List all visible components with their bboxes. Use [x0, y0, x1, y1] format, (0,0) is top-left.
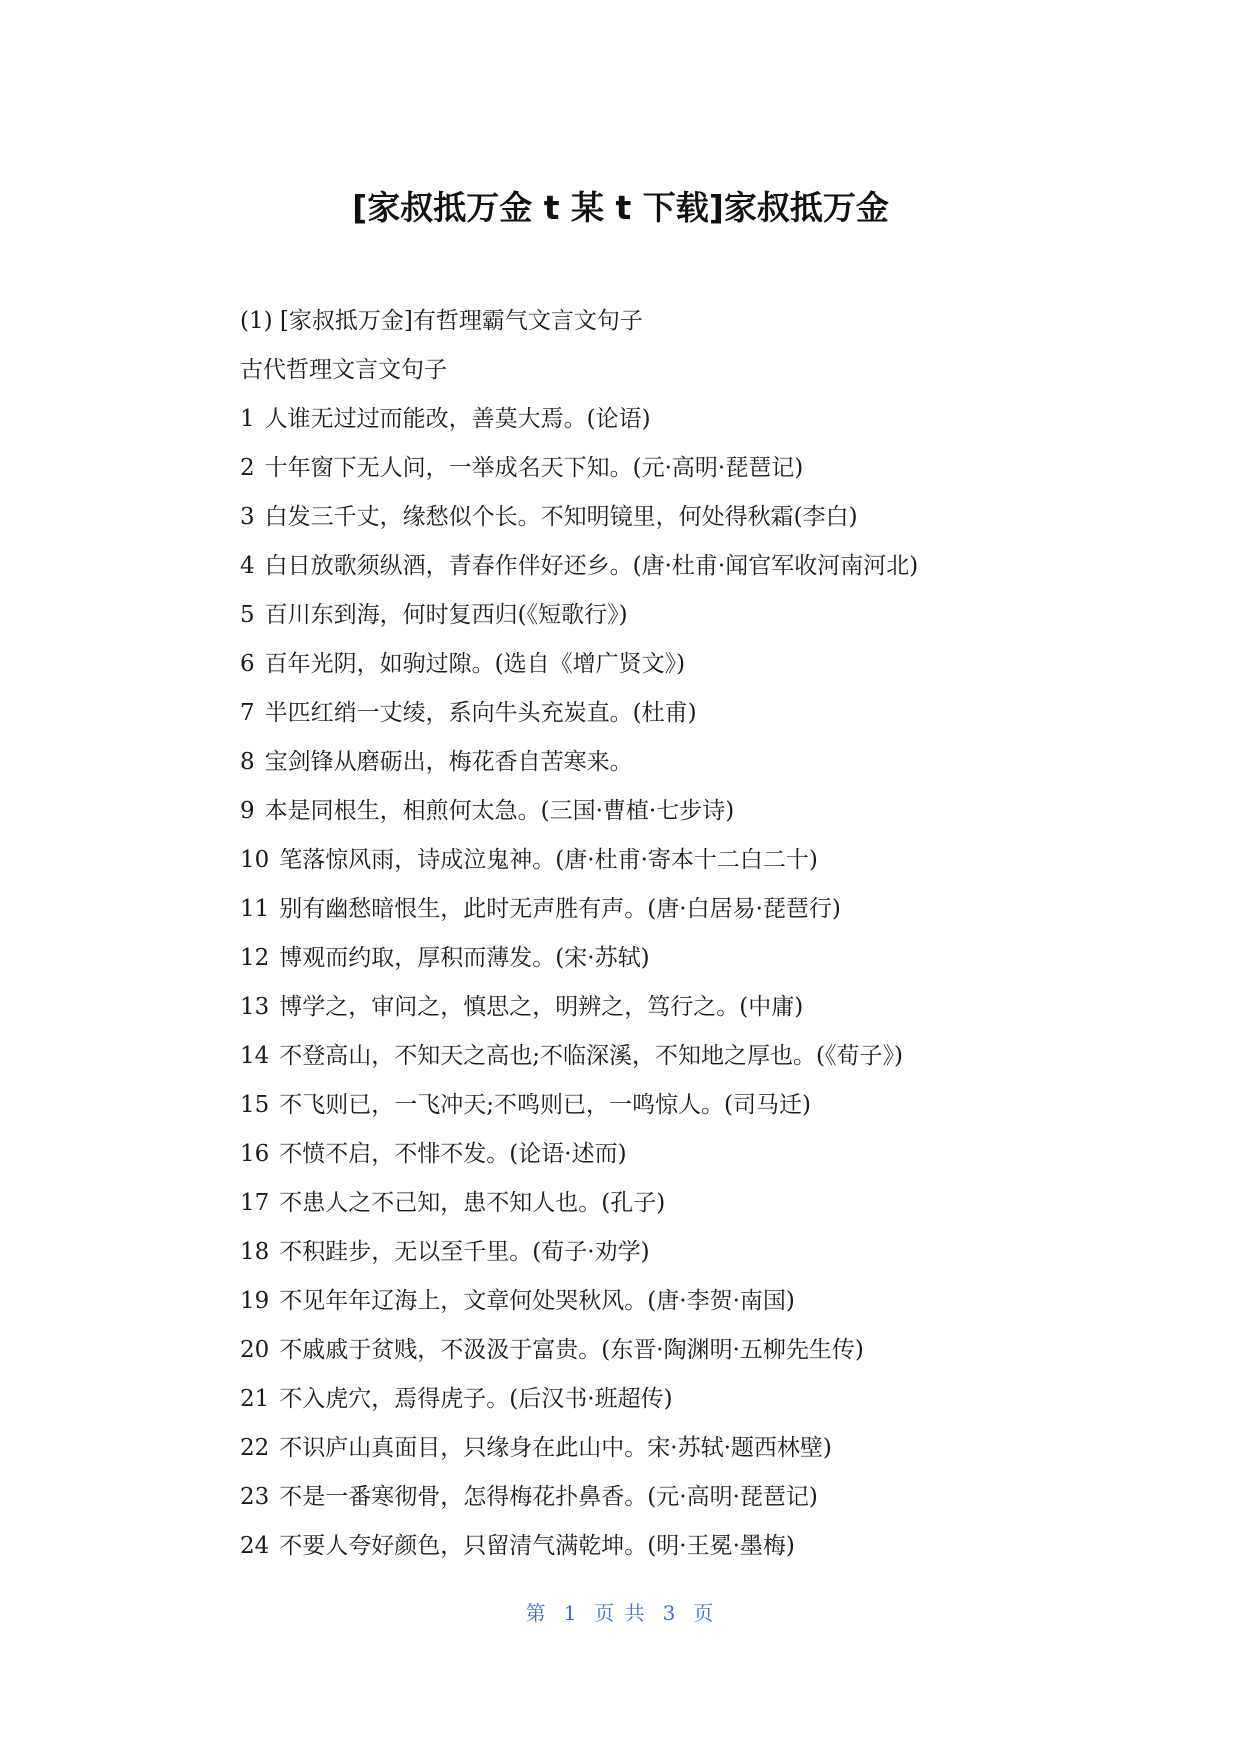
list-item-text: 不飞则已，一飞冲天;不鸣则已，一鸣惊人。(司马迁)	[279, 1092, 811, 1118]
list-item	[240, 1522, 1040, 1571]
list-item-number: 12	[240, 945, 270, 971]
list-item-text: 不积跬步，无以至千里。(荀子·劝学)	[279, 1239, 650, 1265]
list-item-text: 博学之，审问之，慎思之，明辨之，笃行之。(中庸)	[279, 994, 804, 1020]
list-item	[240, 1179, 1040, 1228]
list-item-text: 百川东到海，何时复西归(《短歌行》)	[264, 602, 628, 628]
list-item-number: 13	[240, 994, 270, 1020]
list-item	[240, 934, 1040, 983]
list-item	[240, 395, 1040, 444]
footer-suffix: 页	[693, 1601, 716, 1625]
list-item-text: 不患人之不己知，患不知人也。(孔子)	[279, 1190, 666, 1216]
list-item	[240, 1228, 1040, 1277]
list-item-number: 20	[240, 1337, 270, 1363]
list-item-number: 9	[240, 798, 255, 824]
list-item-text: 不登高山，不知天之高也;不临深溪，不知地之厚也。(《荀子》)	[279, 1043, 903, 1069]
list-item-text: 白日放歌须纵酒，青春作伴好还乡。(唐·杜甫·闻官军收河南河北)	[264, 553, 919, 579]
list-item-text: 不见年年辽海上，文章何处哭秋风。(唐·李贺·南国)	[279, 1288, 795, 1314]
list-item	[240, 1032, 1040, 1081]
page-title: [家叔抵万金 t 某 t 下载]家叔抵万金	[352, 188, 889, 227]
list-item-text: 人谁无过过而能改，善莫大焉。(论语)	[264, 406, 651, 432]
subheading: 古代哲理文言文句子	[240, 357, 447, 383]
list-item-number: 19	[240, 1288, 270, 1314]
list-item-number: 23	[240, 1484, 270, 1510]
page-footer	[0, 1598, 1241, 1628]
list-item	[240, 885, 1040, 934]
list-item-number: 11	[240, 896, 270, 922]
list-item-number: 17	[240, 1190, 270, 1216]
list-item	[240, 983, 1040, 1032]
list-item-text: 不识庐山真面目，只缘身在此山中。宋·苏轼·题西林壁)	[279, 1435, 832, 1461]
list-item-text: 十年窗下无人问，一举成名天下知。(元·高明·琵琶记)	[264, 455, 804, 481]
list-item	[240, 542, 1040, 591]
list-item-number: 7	[240, 700, 255, 726]
list-item-number: 21	[240, 1386, 270, 1412]
list-item-number: 4	[240, 553, 255, 579]
list-item-text: 不戚戚于贫贱，不汲汲于富贵。(东晋·陶渊明·五柳先生传)	[279, 1337, 864, 1363]
list-item-text: 不是一番寒彻骨，怎得梅花扑鼻香。(元·高明·琵琶记)	[279, 1484, 818, 1510]
list-item-number: 6	[240, 651, 255, 677]
list-item	[240, 1130, 1040, 1179]
list-item-number: 24	[240, 1533, 270, 1559]
list-item	[240, 1424, 1040, 1473]
list-item	[240, 493, 1040, 542]
list-item-text: 半匹红绡一丈绫，系向牛头充炭直。(杜甫)	[264, 700, 697, 726]
list-item	[240, 787, 1040, 836]
list-item-number: 2	[240, 455, 255, 481]
list-item	[240, 836, 1040, 885]
list-item-number: 8	[240, 749, 255, 775]
footer-prefix: 第	[525, 1601, 548, 1625]
list-item-number: 16	[240, 1141, 270, 1167]
list-item	[240, 1326, 1040, 1375]
list-item-number: 3	[240, 504, 255, 530]
list-item-text: 不入虎穴，焉得虎子。(后汉书·班超传)	[279, 1386, 673, 1412]
list-item-number: 14	[240, 1043, 270, 1069]
list-item	[240, 738, 1040, 787]
list-item-number: 22	[240, 1435, 270, 1461]
footer-current-page: 1	[563, 1601, 579, 1625]
list-item-text: 白发三千丈，缘愁似个长。不知明镜里，何处得秋霜(李白)	[264, 504, 858, 530]
list-item	[240, 591, 1040, 640]
list-item-text: 不要人夸好颜色，只留清气满乾坤。(明·王冕·墨梅)	[279, 1533, 795, 1559]
footer-middle: 页 共	[594, 1601, 647, 1625]
footer-total-pages: 3	[662, 1601, 678, 1625]
quote-list	[240, 395, 1040, 1571]
list-item	[240, 640, 1040, 689]
list-item-number: 10	[240, 847, 270, 873]
list-item-number: 5	[240, 602, 255, 628]
list-item-number: 18	[240, 1239, 270, 1265]
list-item-text: 笔落惊风雨，诗成泣鬼神。(唐·杜甫·寄本十二白二十)	[279, 847, 818, 873]
list-item-number: 15	[240, 1092, 270, 1118]
list-item	[240, 1081, 1040, 1130]
list-item-text: 宝剑锋从磨砺出，梅花香自苦寒来。	[264, 749, 633, 775]
list-item-number: 1	[240, 406, 255, 432]
list-item	[240, 689, 1040, 738]
list-item-text: 博观而约取，厚积而薄发。(宋·苏轼)	[279, 945, 650, 971]
section-heading: (1) [家叔抵万金]有哲理霸气文言文句子	[240, 308, 643, 334]
list-item-text: 不愤不启，不悱不发。(论语·述而)	[279, 1141, 627, 1167]
list-item	[240, 1473, 1040, 1522]
list-item	[240, 1375, 1040, 1424]
list-item-text: 百年光阴，如驹过隙。(选自《增广贤文》)	[264, 651, 686, 677]
document-body	[240, 297, 1040, 1571]
list-item-text: 别有幽愁暗恨生，此时无声胜有声。(唐·白居易·琵琶行)	[279, 896, 841, 922]
list-item	[240, 1277, 1040, 1326]
list-item	[240, 444, 1040, 493]
list-item-text: 本是同根生，相煎何太急。(三国·曹植·七步诗)	[264, 798, 735, 824]
